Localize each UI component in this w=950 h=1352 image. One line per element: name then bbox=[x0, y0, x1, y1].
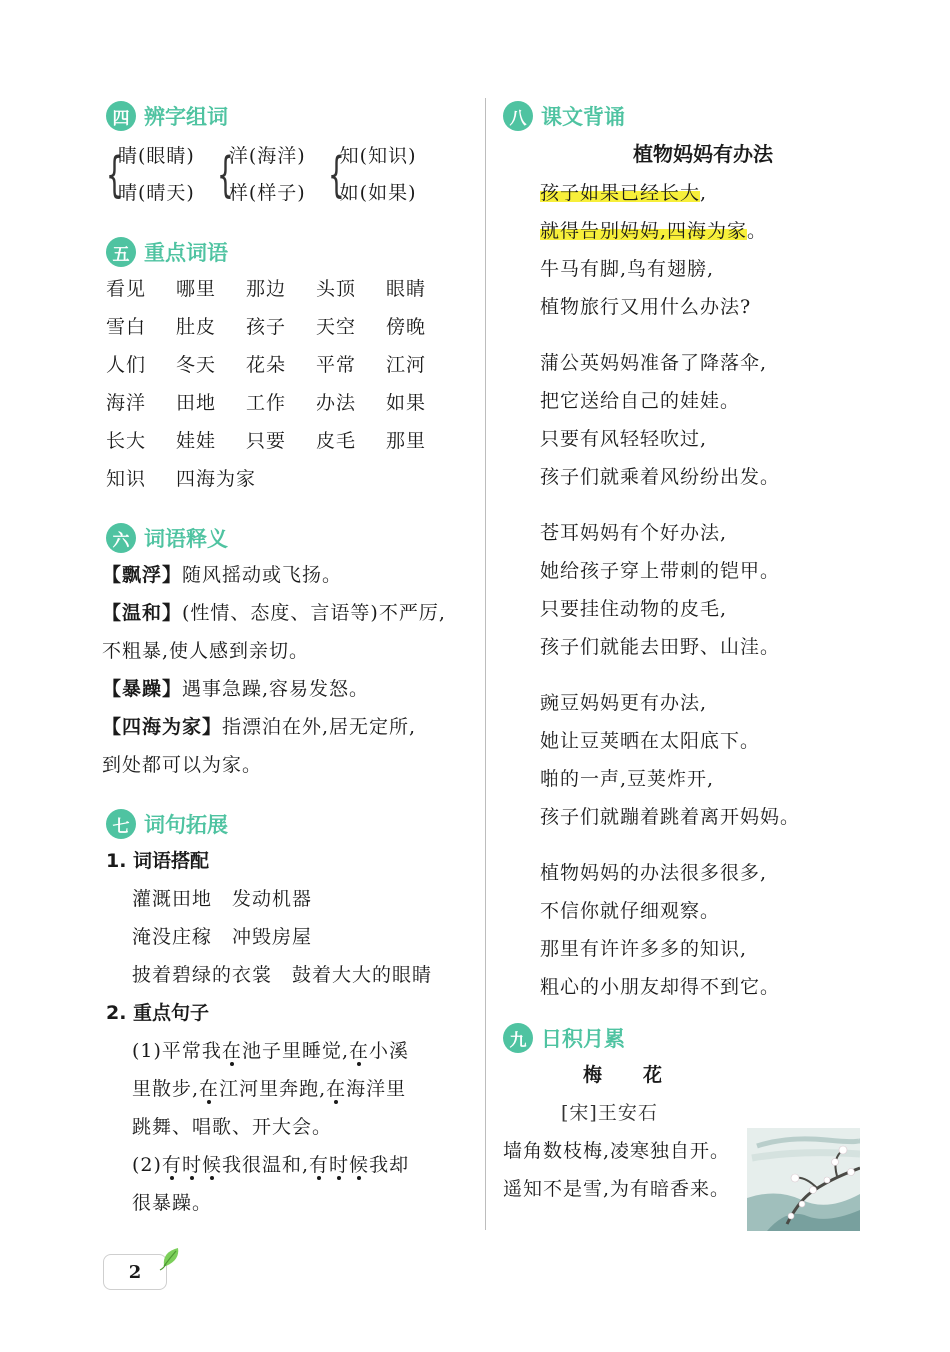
word-item: 娃娃 bbox=[176, 430, 217, 452]
sentence-line bbox=[106, 1032, 471, 1070]
emphasis-char: 在 bbox=[326, 1078, 347, 1100]
poem-line bbox=[503, 174, 863, 212]
poem-line: 植物旅行又用什么办法? bbox=[540, 296, 752, 318]
section-header-6 bbox=[106, 520, 471, 556]
emphasis-char: 候 bbox=[349, 1154, 370, 1176]
poem-line: 只要有风轻轻吹过, bbox=[540, 428, 708, 450]
emphasis-char: 时 bbox=[181, 1154, 202, 1176]
section-header-8 bbox=[503, 98, 863, 134]
definition-row bbox=[102, 556, 471, 594]
poem-line bbox=[503, 212, 863, 250]
poem-punct: , bbox=[700, 182, 708, 204]
poem-line: 她给孩子穿上带刺的铠甲。 bbox=[540, 560, 781, 582]
definition-continuation: 不粗暴,使人感到亲切。 bbox=[102, 640, 310, 662]
highlighted-text: 孩子如果已经长大 bbox=[540, 182, 701, 204]
word-item: 肚皮 bbox=[176, 316, 217, 338]
poem-line: 只要挂住动物的皮毛, bbox=[540, 598, 728, 620]
word-item: 四海为家 bbox=[176, 468, 257, 490]
definition-continuation: 到处都可以为家。 bbox=[102, 754, 263, 776]
section-title-8: 课文背诵 bbox=[541, 105, 625, 129]
brace-icon: { bbox=[216, 147, 234, 203]
sentence-text: 海洋里 bbox=[346, 1078, 407, 1100]
word-item: 那边 bbox=[246, 278, 287, 300]
word-item: 花朵 bbox=[246, 354, 287, 376]
poem-line: 她让豆荚晒在太阳底下。 bbox=[540, 730, 761, 752]
poem-line: 植物妈妈的办法很多很多, bbox=[540, 862, 768, 884]
poem2-line: 遥知不是雪,为有暗香来。 bbox=[503, 1178, 731, 1200]
expansion bbox=[106, 842, 471, 1222]
section-title-5: 重点词语 bbox=[144, 241, 228, 265]
leaf-icon bbox=[158, 1244, 186, 1272]
word-item: 头顶 bbox=[316, 278, 357, 300]
sentence-line bbox=[106, 1146, 471, 1184]
definition-term: 【暴躁】 bbox=[102, 678, 183, 700]
word-item: 孩子 bbox=[246, 316, 287, 338]
poem-line: 把它送给自己的娃娃。 bbox=[540, 390, 741, 412]
emphasis-char: 在 bbox=[199, 1078, 220, 1100]
word-item: 田地 bbox=[176, 392, 217, 414]
collocation-line: 淹没庄稼 冲毁房屋 bbox=[132, 926, 313, 948]
emphasis-char: 有 bbox=[309, 1154, 330, 1176]
emphasis-char: 时 bbox=[329, 1154, 350, 1176]
sentence-text: 我却 bbox=[369, 1154, 410, 1176]
poem-line: 孩子们就能去田野、山洼。 bbox=[540, 636, 781, 658]
word-grid bbox=[106, 270, 471, 498]
section-title-7: 词句拓展 bbox=[144, 813, 228, 837]
poem-line: 牛马有脚,鸟有翅膀, bbox=[540, 258, 715, 280]
poem-line: 那里有许许多多的知识, bbox=[540, 938, 748, 960]
section-badge-7: 七 bbox=[106, 809, 136, 839]
bianzi-item: 知(知识) bbox=[339, 145, 417, 167]
sentence-text: (2) bbox=[132, 1154, 162, 1176]
emphasis-char: 在 bbox=[221, 1040, 242, 1062]
poem2-line: 墙角数枝梅,凌寒独自开。 bbox=[503, 1140, 731, 1162]
poem-line: 孩子们就乘着风纷纷出发。 bbox=[540, 466, 781, 488]
word-item: 如果 bbox=[386, 392, 427, 414]
bianzi-list bbox=[106, 138, 471, 212]
bianzi-item: 晴(晴天) bbox=[118, 182, 195, 204]
sentence-text: 小溪 bbox=[369, 1040, 410, 1062]
sentence-text: 我很温和, bbox=[221, 1154, 310, 1176]
definition-term: 【四海为家】 bbox=[102, 716, 223, 738]
page-number: 2 bbox=[103, 1254, 167, 1290]
section-badge-5: 五 bbox=[106, 237, 136, 267]
brace-icon: { bbox=[327, 147, 345, 203]
poem-line: 不信你就仔细观察。 bbox=[540, 900, 721, 922]
collocation-line: 披着碧绿的衣裳 鼓着大大的眼睛 bbox=[132, 964, 433, 986]
word-item: 平常 bbox=[316, 354, 357, 376]
sentence-line: 很暴躁。 bbox=[132, 1192, 213, 1214]
highlighted-text: 就得告别妈妈,四海为家 bbox=[540, 220, 748, 242]
sentence-text: (1)平常我 bbox=[132, 1040, 222, 1062]
section-header-5 bbox=[106, 234, 471, 270]
word-item: 天空 bbox=[316, 316, 357, 338]
poem2-title: 梅 花 bbox=[583, 1064, 664, 1086]
section-badge-4: 四 bbox=[106, 101, 136, 131]
emphasis-char: 有 bbox=[161, 1154, 182, 1176]
section-title-9: 日积月累 bbox=[541, 1027, 625, 1051]
poem-line: 啪的一声,豆荚炸开, bbox=[540, 768, 715, 790]
poem-title: 植物妈妈有办法 bbox=[633, 142, 773, 166]
sentence-line: 跳舞、唱歌、开大会。 bbox=[132, 1116, 333, 1138]
sentence-text: 里散步, bbox=[132, 1078, 200, 1100]
word-item: 傍晚 bbox=[386, 316, 427, 338]
word-item: 那里 bbox=[386, 430, 427, 452]
word-item: 知识 bbox=[106, 468, 147, 490]
bianzi-item: 样(样子) bbox=[228, 182, 306, 204]
subheading-collocation: 1. 词语搭配 bbox=[106, 850, 210, 872]
definition-term: 【温和】 bbox=[102, 602, 183, 624]
left-column bbox=[102, 98, 471, 1222]
definition-term: 【飘浮】 bbox=[102, 564, 183, 586]
word-item: 江河 bbox=[386, 354, 427, 376]
definition-row bbox=[102, 670, 471, 708]
definition-text: 指漂泊在外,居无定所, bbox=[222, 716, 417, 738]
word-item: 办法 bbox=[316, 392, 357, 414]
subheading-sentences: 2. 重点句子 bbox=[106, 1002, 210, 1024]
poem-body bbox=[503, 174, 863, 1006]
definitions bbox=[102, 556, 471, 784]
word-item: 冬天 bbox=[176, 354, 217, 376]
poem2-author: [宋]王安石 bbox=[561, 1102, 658, 1124]
word-item: 看见 bbox=[106, 278, 147, 300]
poem-line: 粗心的小朋友却得不到它。 bbox=[540, 976, 781, 998]
bianzi-item: 睛(眼睛) bbox=[118, 145, 195, 167]
sentence-text: 池子里睡觉, bbox=[241, 1040, 349, 1062]
section-header-4 bbox=[106, 98, 471, 134]
emphasis-char: 候 bbox=[201, 1154, 222, 1176]
collocation-line: 灌溉田地 发动机器 bbox=[132, 888, 313, 910]
section-title-6: 词语释义 bbox=[144, 527, 228, 551]
section-badge-8: 八 bbox=[503, 101, 533, 131]
sentence-line bbox=[106, 1070, 471, 1108]
bianzi-item: 洋(海洋) bbox=[228, 145, 306, 167]
definition-row bbox=[102, 708, 471, 746]
definition-text: 随风摇动或飞扬。 bbox=[182, 564, 343, 586]
bianzi-group-3 bbox=[328, 138, 417, 212]
section-badge-9: 九 bbox=[503, 1023, 533, 1053]
word-item: 哪里 bbox=[176, 278, 217, 300]
section-badge-6: 六 bbox=[106, 523, 136, 553]
word-item: 长大 bbox=[106, 430, 147, 452]
plum-blossom-illustration bbox=[747, 1128, 860, 1231]
section-header-7 bbox=[106, 806, 471, 842]
word-item: 只要 bbox=[246, 430, 287, 452]
word-item: 人们 bbox=[106, 354, 147, 376]
brace-icon: { bbox=[106, 147, 123, 203]
bianzi-group-1 bbox=[106, 138, 195, 212]
sentence-text: 江河里奔跑, bbox=[219, 1078, 327, 1100]
bianzi-group-2 bbox=[217, 138, 306, 212]
bianzi-item: 如(如果) bbox=[339, 182, 417, 204]
right-column bbox=[503, 98, 863, 1208]
word-item: 海洋 bbox=[106, 392, 147, 414]
poem-line: 豌豆妈妈更有办法, bbox=[540, 692, 708, 714]
poem-line: 苍耳妈妈有个好办法, bbox=[540, 522, 728, 544]
poem-line: 孩子们就蹦着跳着离开妈妈。 bbox=[540, 806, 801, 828]
section-header-9 bbox=[503, 1020, 863, 1056]
word-item: 工作 bbox=[246, 392, 287, 414]
plum-blossom-icon bbox=[747, 1128, 860, 1231]
section-title-4: 辨字组词 bbox=[144, 105, 228, 129]
word-item: 眼睛 bbox=[386, 278, 427, 300]
definition-row bbox=[102, 594, 471, 632]
definition-text: (性情、态度、言语等)不严厉, bbox=[182, 602, 446, 624]
column-divider bbox=[485, 98, 486, 1230]
poem-line: 蒲公英妈妈准备了降落伞, bbox=[540, 352, 768, 374]
definition-text: 遇事急躁,容易发怒。 bbox=[182, 678, 370, 700]
emphasis-char: 在 bbox=[348, 1040, 369, 1062]
word-item: 皮毛 bbox=[316, 430, 357, 452]
poem-punct: 。 bbox=[747, 220, 768, 242]
word-item: 雪白 bbox=[106, 316, 147, 338]
